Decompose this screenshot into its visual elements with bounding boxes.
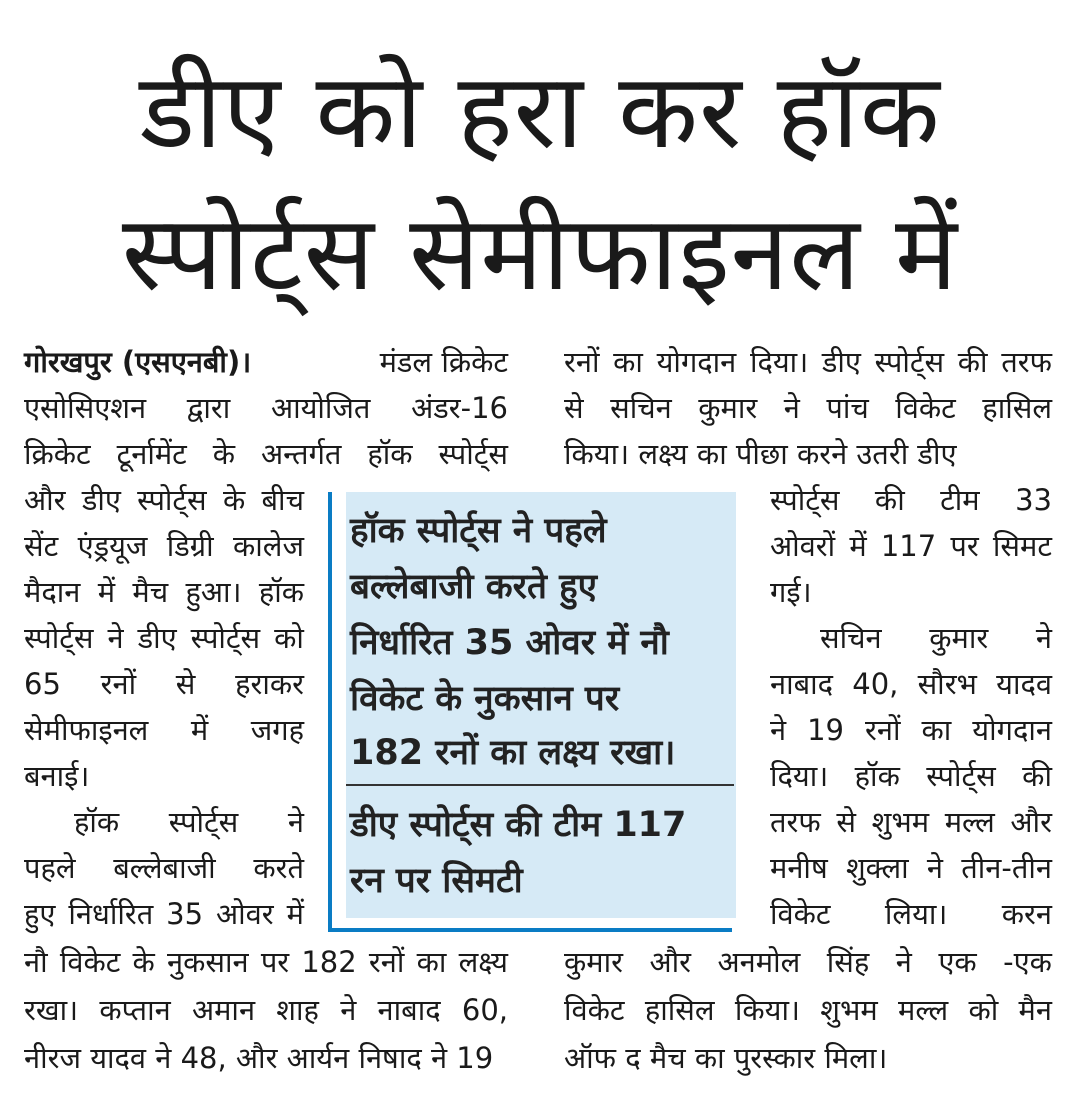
- pullquote-subline: डीए स्पोर्ट्स की टीम 117: [350, 805, 687, 845]
- article-line: [770, 524, 1052, 568]
- word: ने: [340, 993, 357, 1027]
- article-line: किया। लक्ष्य का पीछा करने उतरी डीए: [564, 437, 957, 471]
- word: स्पोर्ट्स: [168, 805, 239, 839]
- word: नौ: [24, 945, 48, 979]
- article-line: ऑफ द मैच का पुरस्कार मिला।: [564, 1041, 888, 1075]
- pullquote-line: विकेट के नुकसान पर: [350, 679, 620, 719]
- headline-line-1: डीए को हरा कर हॉक: [139, 50, 941, 172]
- word: 40,: [852, 667, 899, 701]
- word: दिया।: [749, 345, 809, 379]
- word: ने: [107, 621, 124, 655]
- word: हासिल: [982, 391, 1052, 425]
- word: पर: [260, 945, 290, 979]
- pullquote-subline: रन पर सिमटी: [350, 861, 523, 901]
- article-line: [24, 662, 304, 706]
- article-line: [24, 988, 508, 1032]
- word: के: [222, 483, 246, 517]
- word: 19: [807, 713, 845, 747]
- word: की: [874, 483, 905, 517]
- word: योगदान: [656, 345, 737, 379]
- word: का: [921, 713, 952, 747]
- pullquote-line: निर्धारित 35 ओवर में नौ: [350, 623, 669, 663]
- word: और: [1010, 805, 1052, 839]
- word: से: [564, 391, 584, 425]
- word: तरफ: [1001, 345, 1052, 379]
- word: ने: [287, 805, 304, 839]
- word: नाबाद: [377, 993, 441, 1027]
- word: हॉक: [258, 575, 304, 609]
- word: में: [190, 713, 209, 747]
- word: के: [132, 945, 155, 979]
- article-line: [24, 940, 508, 984]
- word: अमान: [191, 993, 256, 1027]
- article-line: [24, 708, 304, 752]
- word: हॉक: [854, 759, 900, 793]
- article-line: [564, 340, 1052, 384]
- word: शुभम: [871, 805, 930, 839]
- word: से: [836, 805, 856, 839]
- word: विकेट: [59, 945, 121, 979]
- word: तीन-तीन: [961, 851, 1052, 885]
- word: शुक्ला: [845, 851, 909, 885]
- word: की: [1022, 759, 1052, 793]
- article-line: [24, 340, 508, 384]
- article-line: [24, 386, 508, 430]
- word: रनों: [368, 945, 405, 979]
- word: ने: [783, 391, 800, 425]
- headline: [20, 40, 1060, 324]
- article-line: [24, 892, 304, 936]
- word: एंड्रयूज: [77, 529, 148, 563]
- article-line: [24, 524, 304, 568]
- word: ओवर: [216, 897, 274, 931]
- word: स्पोर्ट्स: [874, 345, 945, 379]
- word: मैदान: [24, 575, 81, 609]
- word: कप्तान: [99, 993, 171, 1027]
- article-line: [564, 988, 1052, 1032]
- word: हॉक: [74, 805, 120, 839]
- word: सचिन: [610, 391, 672, 425]
- word: से: [175, 667, 196, 701]
- word: रनों: [100, 667, 137, 701]
- word: टीम: [940, 483, 980, 517]
- word: क्रिकेट: [24, 437, 91, 471]
- dateline: गोरखपुर (एसएनबी)।: [24, 345, 252, 379]
- word: सिंह: [826, 945, 870, 979]
- word: मल्ल: [898, 993, 949, 1027]
- word: और: [24, 483, 66, 517]
- word: में: [286, 897, 304, 931]
- article-line: [770, 478, 1052, 522]
- word: नुकसान: [167, 945, 249, 979]
- article-line: [24, 800, 304, 844]
- word: बीच: [261, 483, 304, 517]
- word: टूर्नामेंट: [116, 437, 187, 471]
- word: करते: [253, 851, 304, 885]
- word: 35: [166, 897, 204, 931]
- word: की: [957, 345, 988, 379]
- word: करन: [1001, 897, 1052, 931]
- word: पहले: [24, 851, 76, 885]
- article-line: [24, 478, 304, 522]
- word: 33: [1015, 483, 1052, 517]
- word: मैच: [132, 575, 169, 609]
- word: हुए: [24, 897, 56, 931]
- pullquote-border-left: [328, 492, 332, 928]
- word: ने: [926, 851, 943, 885]
- word: का: [613, 345, 643, 379]
- word: पर: [950, 529, 979, 563]
- word: मनीष: [770, 851, 828, 885]
- word: ओवरों: [770, 529, 836, 563]
- word: रनों: [865, 713, 901, 747]
- word: बल्लेबाजी: [113, 851, 216, 885]
- word: 117: [880, 529, 937, 563]
- word: 65: [24, 667, 61, 701]
- word: लक्ष्य: [458, 945, 508, 979]
- word: यादव: [996, 667, 1052, 701]
- article-line: [770, 800, 1052, 844]
- word: सेंट: [24, 529, 59, 563]
- article-line: [564, 940, 1052, 984]
- word: सिमट: [992, 529, 1052, 563]
- word: योगदान: [972, 713, 1052, 747]
- word: शुभम: [820, 993, 878, 1027]
- word: दिया।: [770, 759, 829, 793]
- word: विकेट: [895, 391, 956, 425]
- pullquote-line: 182 रनों का लक्ष्य रखा।: [350, 733, 676, 773]
- word: कुमार: [929, 621, 989, 655]
- article-line: [770, 892, 1052, 936]
- word: में: [97, 575, 116, 609]
- word: स्पोर्ट्स: [24, 621, 94, 655]
- article-line: [24, 570, 304, 614]
- word: कालेज: [233, 529, 304, 563]
- word: रनों: [564, 345, 600, 379]
- word: ने: [1035, 621, 1052, 655]
- word: ने: [895, 945, 912, 979]
- article-line: [564, 386, 1052, 430]
- word: को: [968, 993, 999, 1027]
- article-text: मंडल क्रिकेट: [379, 345, 508, 379]
- word: और: [649, 945, 692, 979]
- article-line: [770, 616, 1052, 660]
- word: एसोसिएशन: [24, 391, 147, 425]
- word: विकेट: [770, 897, 831, 931]
- word: एक: [938, 945, 977, 979]
- word: को: [274, 621, 304, 655]
- word: अंडर-16: [411, 391, 508, 425]
- word: अन्तर्गत: [260, 437, 342, 471]
- word: डीए: [821, 345, 861, 379]
- article-line: नीरज यादव ने 48, और आर्यन निषाद ने 19: [24, 1041, 494, 1075]
- word: जगह: [250, 713, 304, 747]
- word: पांच: [826, 391, 869, 425]
- word: आयोजित: [270, 391, 371, 425]
- article-line: [24, 846, 304, 890]
- word: रखा।: [24, 993, 79, 1027]
- word: ने: [770, 713, 787, 747]
- word: कुमार: [564, 945, 623, 979]
- headline-line-2: स्पोर्ट्स सेमीफाइनल में: [121, 192, 959, 314]
- word: डीए: [81, 483, 121, 517]
- pullquote-line: बल्लेबाजी करते हुए: [350, 567, 598, 607]
- word: निर्धारित: [68, 897, 154, 931]
- word: स्पोर्ट्स: [190, 621, 261, 655]
- word: स्पोर्ट्स: [926, 759, 996, 793]
- word: 60,: [461, 993, 508, 1027]
- article-line: [770, 662, 1052, 706]
- word: डिग्री: [166, 529, 214, 563]
- word: तरफ: [770, 805, 821, 839]
- word: लिया।: [884, 897, 948, 931]
- article-line: बनाई।: [24, 759, 90, 793]
- word: -एक: [1003, 945, 1052, 979]
- word: में: [849, 529, 867, 563]
- word: स्पोर्ट्स: [438, 437, 508, 471]
- word: हासिल: [644, 993, 715, 1027]
- word: का: [416, 945, 447, 979]
- word: 182: [301, 945, 357, 979]
- word: कुमार: [698, 391, 758, 425]
- word: सेमीफाइनल: [24, 713, 149, 747]
- article-line: [770, 754, 1052, 798]
- word: हुआ।: [185, 575, 242, 609]
- article-line: [24, 616, 304, 660]
- word: किया।: [734, 993, 800, 1027]
- word: हराकर: [235, 667, 304, 701]
- word: विकेट: [564, 993, 625, 1027]
- article-line: गई।: [770, 575, 812, 609]
- word: स्पोर्ट्स: [137, 483, 207, 517]
- word: शाह: [276, 993, 319, 1027]
- article-line: [24, 432, 508, 476]
- article-line: [770, 846, 1052, 890]
- word: सचिन: [820, 621, 882, 655]
- word: नाबाद: [770, 667, 834, 701]
- pullquote-border-bottom: [328, 928, 732, 932]
- word: अनमोल: [717, 945, 801, 979]
- article-line: [770, 708, 1052, 752]
- word: सौरभ: [917, 667, 977, 701]
- word: द्वारा: [186, 391, 231, 425]
- word: के: [212, 437, 236, 471]
- pullquote-divider: [346, 784, 734, 786]
- word: स्पोर्ट्स: [770, 483, 840, 517]
- pullquote-line: हॉक स्पोर्ट्स ने पहले: [350, 511, 607, 551]
- word: मल्ल: [944, 805, 995, 839]
- word: हॉक: [367, 437, 413, 471]
- word: डीए: [137, 621, 177, 655]
- word: मैन: [1018, 993, 1052, 1027]
